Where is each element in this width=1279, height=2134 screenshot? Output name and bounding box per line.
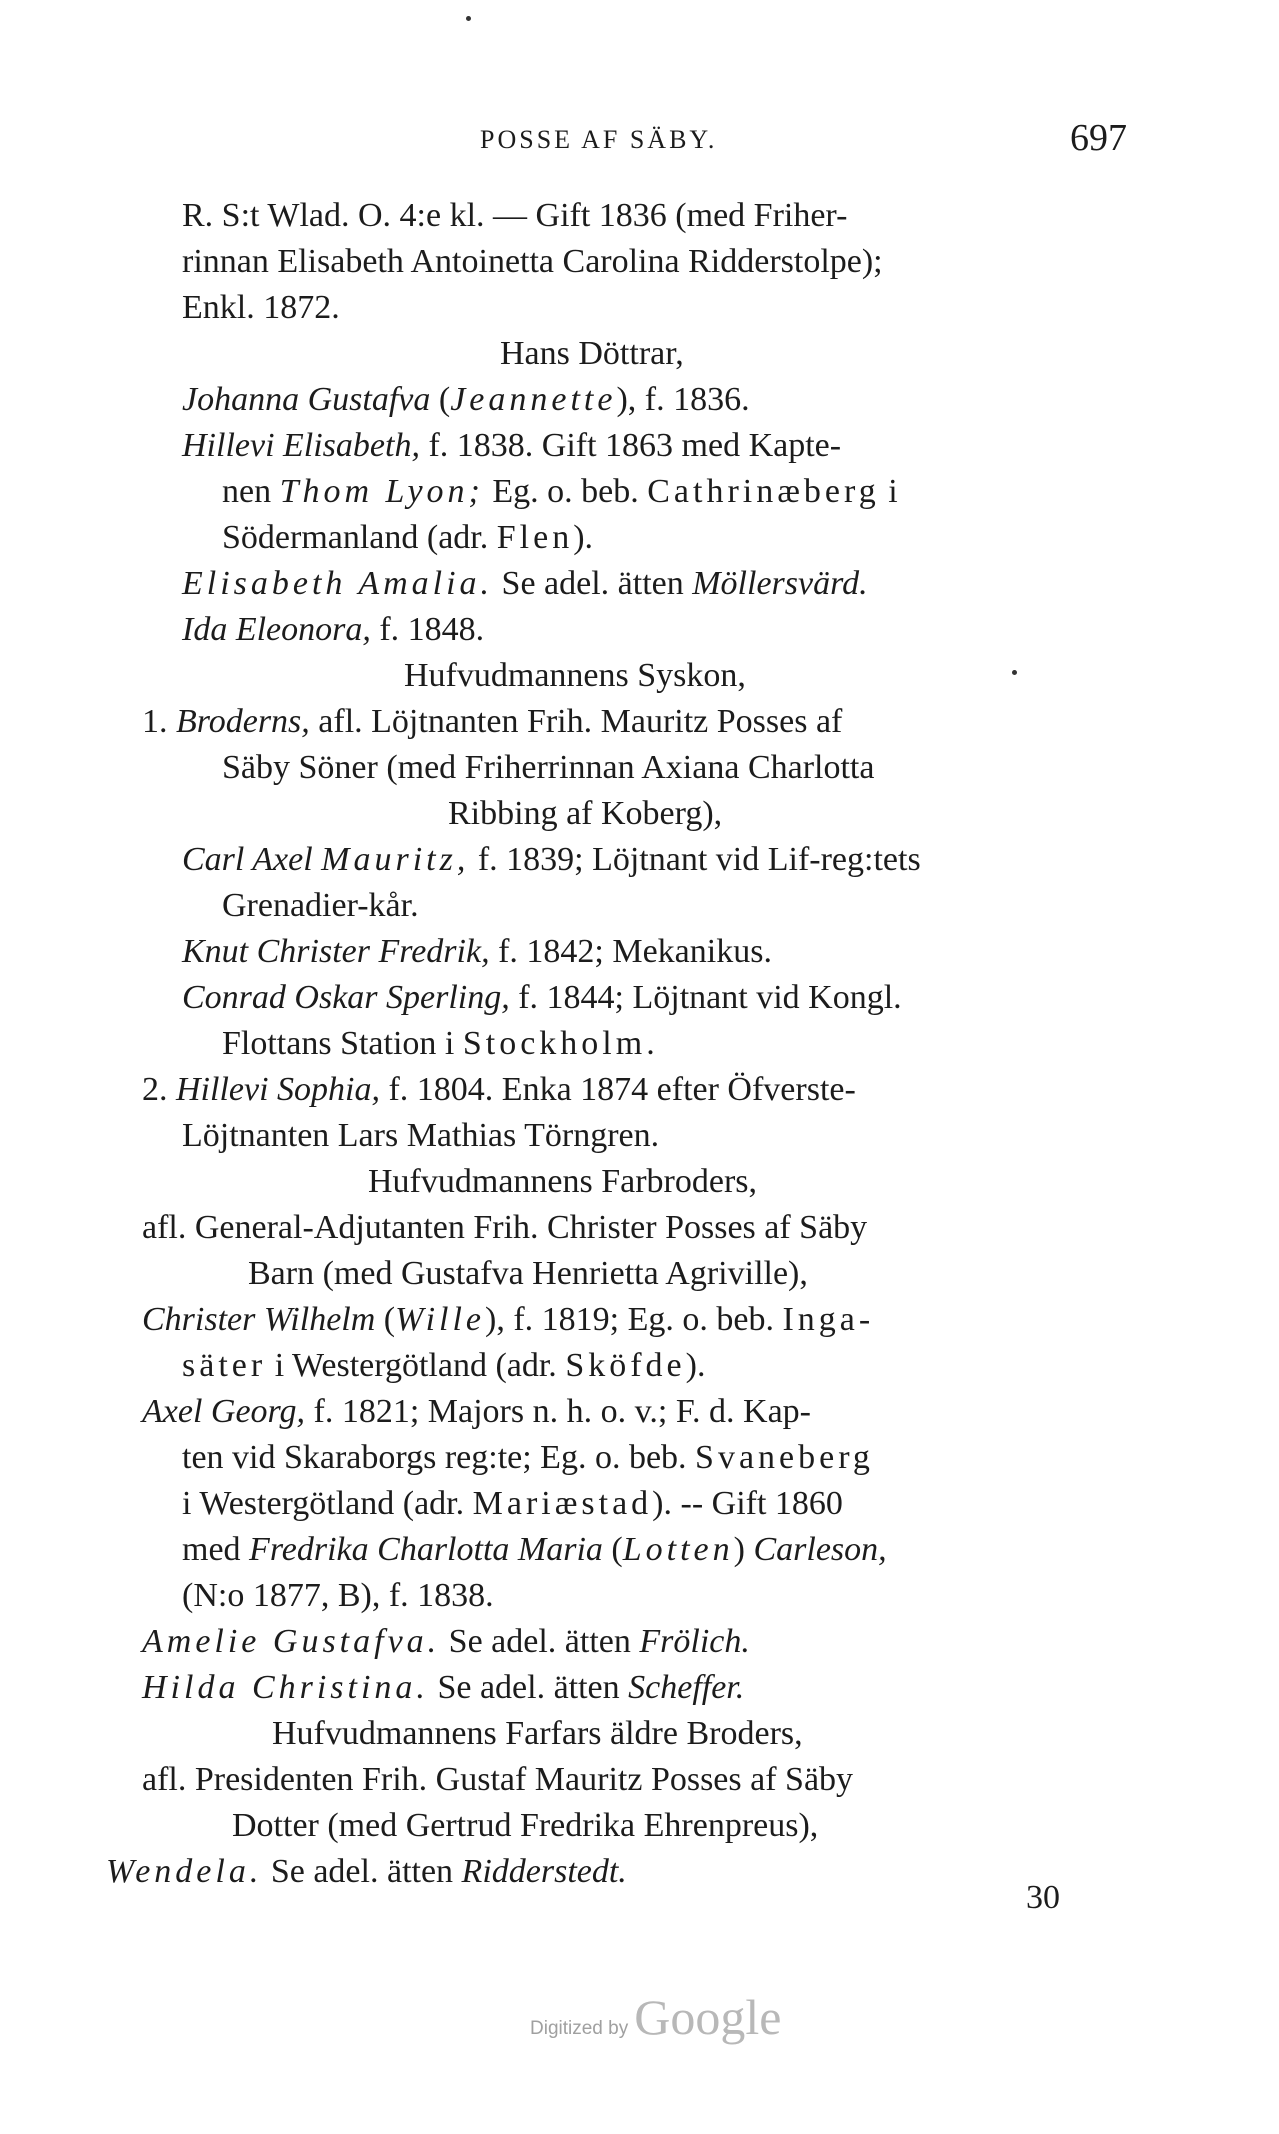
family-name: Möllersvärd.: [692, 565, 868, 602]
entry-text: ten vid Skaraborgs reg:te; Eg. o. beb.: [182, 1439, 687, 1476]
person-name: Axel Georg,: [142, 1393, 306, 1430]
entry-number: 2.: [142, 1071, 168, 1108]
entry-line: Södermanland (adr. Flen).: [222, 519, 594, 556]
person-name: Hillevi Sophia,: [176, 1071, 380, 1108]
place-name: Flen: [496, 519, 574, 556]
cross-reference: Se adel. ätten: [270, 1853, 454, 1890]
body-line: R. S:t Wlad. O. 4:e kl. — Gift 1836 (med Friher-: [182, 197, 848, 234]
nickname: Mauritz,: [321, 841, 470, 878]
google-logo: Google: [634, 1989, 782, 2045]
birth-year: f. 1848.: [379, 611, 485, 648]
family-name: Scheffer.: [628, 1669, 745, 1706]
entry-line: [182, 424, 841, 468]
cross-reference: Se adel. ätten: [501, 565, 684, 602]
birth-year: f. 1804.: [388, 1071, 494, 1108]
entry-line: [222, 1022, 659, 1066]
spouse-name: Fredrika Charlotta Maria: [249, 1531, 603, 1568]
entry-text: f. 1844; Löjtnant vid Kongl.: [518, 979, 902, 1016]
running-title: POSSE AF SÄBY.: [480, 125, 718, 154]
entry-text: f. 1842; Mekanikus.: [498, 933, 772, 970]
entry-line: [142, 1666, 744, 1710]
person-name: Wendela.: [106, 1853, 263, 1890]
body-line: (N:o 1877, B), f. 1838.: [182, 1577, 494, 1614]
nickname: Wille: [395, 1301, 486, 1338]
family-name: Carleson,: [753, 1531, 887, 1568]
estate-name: Cathrinæberg: [647, 473, 880, 510]
body-line: rinnan Elisabeth Antoinetta Carolina Ridderstolpe);: [182, 243, 883, 280]
page-number: 697: [1070, 117, 1127, 159]
body-line: Säby Söner (med Friherrinnan Axiana Charlotta: [222, 749, 875, 786]
place-name: Stockholm.: [462, 1025, 659, 1062]
digitization-watermark: [530, 1988, 781, 2046]
person-name: Knut Christer Fredrik,: [182, 933, 490, 970]
entry-text: ). -- Gift 1860: [652, 1485, 843, 1522]
signature-mark: 30: [1026, 1879, 1060, 1916]
place-name: Mariæstad: [472, 1485, 653, 1522]
body-line: Ribbing af Koberg),: [448, 795, 723, 832]
entry-text: f. 1819; Eg. o. beb.: [513, 1301, 774, 1338]
family-name: Ridderstedt.: [461, 1853, 627, 1890]
person-name: Ida Eleonora,: [182, 611, 371, 648]
entry-text: f. 1839; Löjtnant vid Lif-reg:tets: [477, 841, 921, 878]
entry-line: [106, 1850, 627, 1894]
entry-text: nen: [222, 473, 272, 510]
entry-line: med Fredrika Charlotta Maria (Lotten) Carleson,: [182, 1531, 887, 1568]
cross-reference: Se adel. ätten: [448, 1623, 631, 1660]
body-line: afl. Presidenten Frih. Gustaf Mauritz Posses af Säby: [142, 1761, 854, 1798]
body-line: Dotter (med Gertrud Fredrika Ehrenpreus),: [232, 1807, 819, 1844]
person-name: Conrad Oskar Sperling,: [182, 979, 510, 1016]
place-name: Sköfde: [565, 1347, 686, 1384]
body-line: afl. General-Adjutanten Frih. Christer Posses af Säby: [142, 1209, 868, 1246]
person-name: Christer Wilhelm: [142, 1301, 376, 1338]
cross-reference: Se adel. ätten: [437, 1669, 620, 1706]
person-name: Johanna Gustafva: [182, 381, 431, 418]
birth-year: f. 1836.: [644, 381, 750, 418]
entry-text: Södermanland (adr.: [222, 519, 489, 556]
section-heading: Hans Döttrar,: [500, 335, 684, 372]
estate-name: Svaneberg: [695, 1439, 874, 1476]
entry-text: i Westergötland (adr.: [274, 1347, 557, 1384]
nickname: Lotten: [622, 1531, 734, 1568]
entry-line: [182, 1482, 843, 1526]
section-heading: Hufvudmannens Farfars äldre Broders,: [272, 1715, 803, 1752]
entry-line: [142, 700, 842, 744]
entry-line: [142, 1390, 811, 1434]
spouse-name: Thom Lyon;: [279, 473, 484, 510]
entry-text: Enka 1874 efter Öfverste-: [501, 1071, 856, 1108]
relation-label: Broderns,: [176, 703, 310, 740]
entry-line: [182, 930, 772, 974]
entry-line: [142, 1068, 856, 1112]
person-name: Amelie Gustafva.: [142, 1623, 441, 1660]
section-heading: Hufvudmannens Farbroders,: [368, 1163, 758, 1200]
person-name: Elisabeth Amalia.: [182, 565, 494, 602]
entry-line: Johanna Gustafva (Jeannette), f. 1836.: [182, 381, 750, 418]
entry-text: Flottans Station i: [222, 1025, 455, 1062]
entry-line: säter i Westergötland (adr. Sköfde).: [182, 1347, 706, 1384]
entry-line: [182, 562, 868, 606]
person-name: Hillevi Elisabeth,: [182, 427, 420, 464]
entry-number: 1.: [142, 703, 168, 740]
body-line: Löjtnanten Lars Mathias Törngren.: [182, 1117, 660, 1154]
entry-text: afl. Löjtnanten Frih. Mauritz Posses af: [318, 703, 843, 740]
body-line: Enkl. 1872.: [182, 289, 340, 326]
print-speck: [1012, 670, 1017, 675]
entry-text: med: [182, 1531, 241, 1568]
estate-name: säter: [182, 1347, 267, 1384]
section-heading: Hufvudmannens Syskon,: [404, 657, 746, 694]
estate-name: Inga-: [782, 1301, 875, 1338]
nickname: Jeannette: [450, 381, 617, 418]
entry-line: [182, 838, 921, 882]
person-name: Hilda Christina.: [142, 1669, 429, 1706]
body-line: Barn (med Gustafva Henrietta Agriville),: [248, 1255, 808, 1292]
entry-line: Christer Wilhelm (Wille), f. 1819; Eg. o. beb. Inga-: [142, 1301, 875, 1338]
entry-text: f. 1838. Gift 1863 med Kapte-: [428, 427, 842, 464]
person-name: Carl Axel: [182, 841, 313, 878]
entry-text: Eg. o. beb.: [492, 473, 639, 510]
entry-text: f. 1821; Majors n. h. o. v.; F. d. Kap-: [313, 1393, 811, 1430]
entry-line: [182, 608, 484, 652]
entry-line: [182, 1436, 874, 1480]
entry-line: [182, 976, 902, 1020]
print-speck: [466, 16, 471, 21]
family-name: Frölich.: [639, 1623, 750, 1660]
entry-line: [222, 470, 898, 514]
body-line: Grenadier-kår.: [222, 887, 419, 924]
entry-text: i: [888, 473, 898, 510]
entry-line: [142, 1620, 750, 1664]
entry-text: i Westergötland (adr.: [182, 1485, 465, 1522]
digitized-by-text: Digitized by: [530, 2018, 629, 2039]
